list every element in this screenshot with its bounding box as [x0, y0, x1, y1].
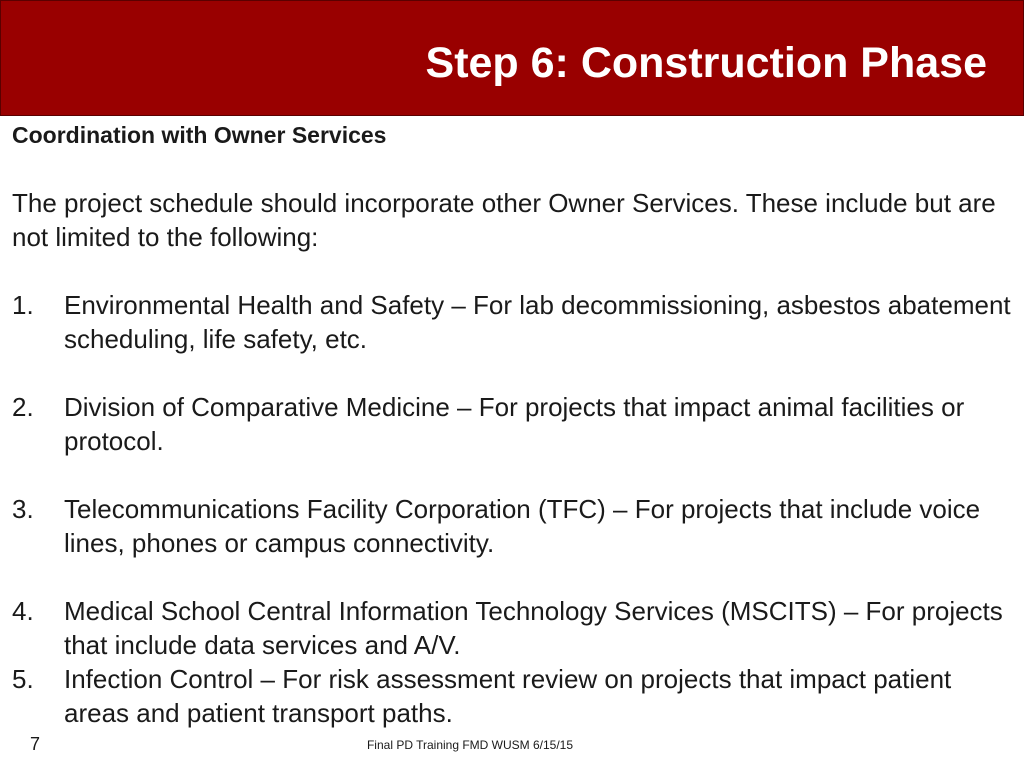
- list-item: [12, 288, 1012, 356]
- list-item-number: 1.: [12, 290, 34, 320]
- list-item: [12, 594, 1012, 662]
- list-item: [12, 662, 1012, 730]
- list-item-text: Division of Comparative Medicine – For projects that impact animal facilities or protocol.: [64, 392, 965, 456]
- list-item-number: 3.: [12, 494, 34, 524]
- list-item-number: 4.: [12, 596, 34, 626]
- section-subtitle: Coordination with Owner Services: [12, 122, 387, 148]
- list-item: [12, 492, 1012, 560]
- list-item-text: Environmental Health and Safety – For lab decommissioning, asbestos abatement scheduling, life safety, etc.: [64, 290, 1011, 354]
- list-item-number: 2.: [12, 392, 34, 422]
- owner-services-list: [12, 288, 1012, 730]
- list-item: [12, 390, 1012, 458]
- list-item-number: 5.: [12, 664, 34, 694]
- slide-content: [12, 119, 1012, 730]
- header-bar: [0, 0, 1024, 116]
- list-item-text: Telecommunications Facility Corporation (TFC) – For projects that include voice lines, phones or campus connectivity.: [64, 494, 981, 558]
- list-item-text: Medical School Central Information Technology Services (MSCITS) – For projects that include data services and A/V.: [64, 596, 1003, 660]
- intro-paragraph: The project schedule should incorporate other Owner Services. These include but are not limited to the following:: [12, 188, 996, 252]
- footer-text: Final PD Training FMD WUSM 6/15/15: [366, 738, 574, 752]
- slide-title: Step 6: Construction Phase: [425, 39, 987, 87]
- page-number: 7: [30, 734, 41, 754]
- list-item-text: Infection Control – For risk assessment review on projects that impact patient areas and patient transport paths.: [64, 664, 952, 728]
